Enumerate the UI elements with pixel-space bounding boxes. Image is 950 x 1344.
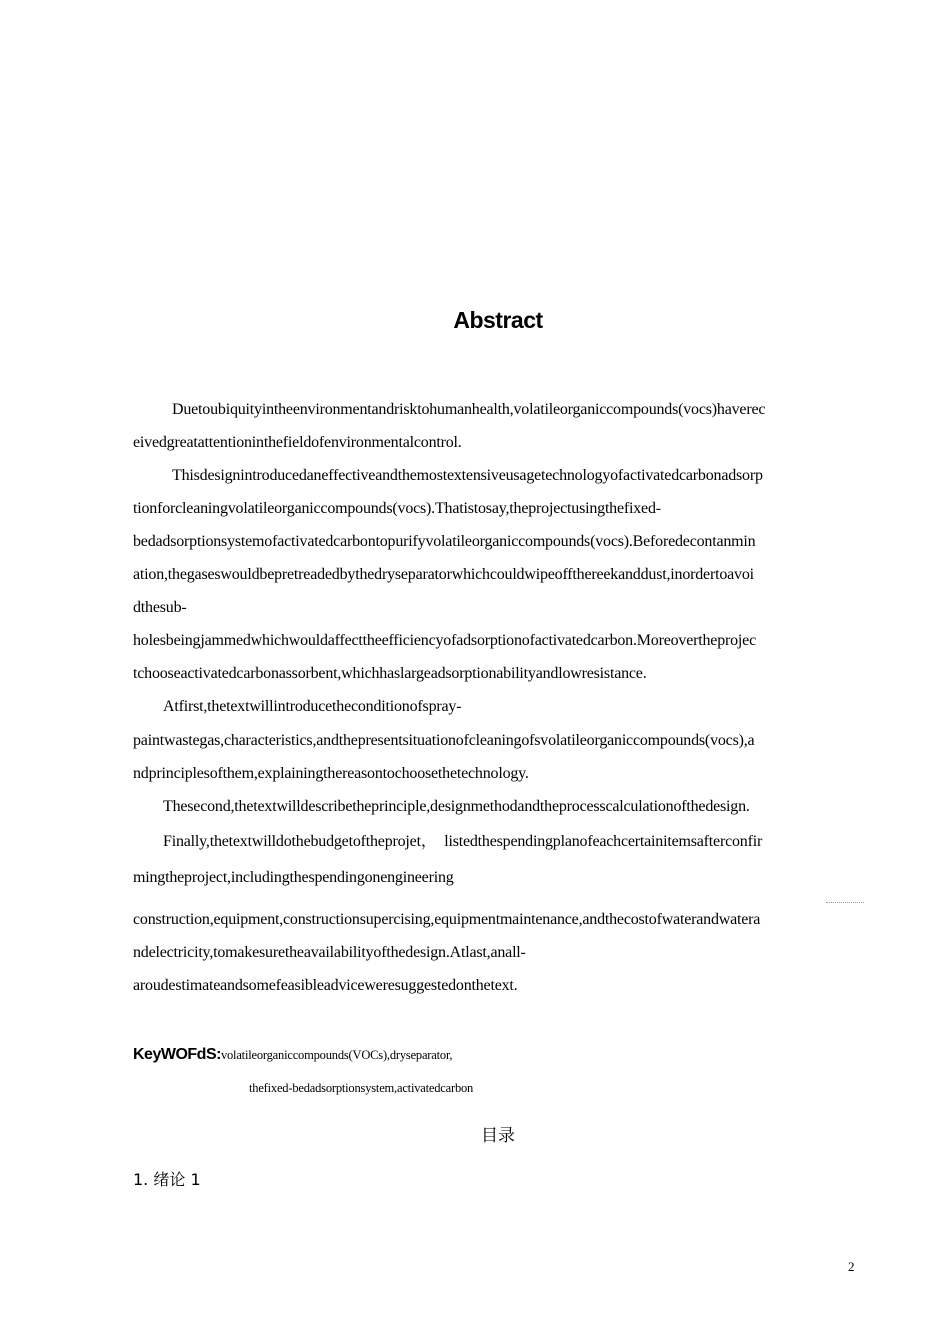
keywords-text: volatileorganiccompounds(VOCs),dryseparator, bbox=[220, 1048, 453, 1062]
abstract-line: Thesecond,thetextwilldescribetheprinciple,designmethodandtheprocesscalculationofthedesign. bbox=[163, 798, 750, 815]
abstract-line: paintwastegas,characteristics,andthepresentsituationofcleaningofsvolatileorganiccompounds(vocs),a bbox=[133, 732, 755, 749]
toc-item: 1. 绪论 1 bbox=[133, 1170, 201, 1189]
page-number: 2 bbox=[848, 1259, 855, 1274]
abstract-line: eivedgreatattentioninthefieldofenvironmentalcontrol. bbox=[133, 434, 462, 451]
abstract-line: mingtheproject,includingthespendingonengineering bbox=[133, 869, 454, 886]
abstract-line: tchooseactivatedcarbonassorbent,whichhaslargeadsorptionabilityandlowresistance. bbox=[133, 665, 647, 682]
abstract-line: Thisdesignintroducedaneffectiveandthemostextensiveusagetechnologyofactivatedcarbonadsorp bbox=[172, 467, 763, 484]
abstract-line: Finally,thetextwilldothebudgetoftheprojet， listedthespendingplanofeachcertainitemsafterconfir bbox=[163, 833, 763, 850]
abstract-line: bedadsorptionsystemofactivatedcarbontopurifyvolatileorganiccompounds(vocs).Beforedecontanmin bbox=[133, 533, 756, 550]
abstract-line: aroudestimateandsomefeasibleadviceweresuggestedonthetext. bbox=[133, 977, 518, 994]
abstract-line: holesbeingjammedwhichwouldaffecttheefficiencyofadsorptionofactivatedcarbon.Moreovertheprojec bbox=[133, 632, 756, 649]
abstract-line: ation,thegaseswouldbepretreadedbythedryseparatorwhichcouldwipeoffthereekanddust,inordertoavoi bbox=[133, 566, 754, 583]
abstract-line: construction,equipment,constructionsupercising,equipmentmaintenance,andthecostofwaterandwatera bbox=[133, 911, 761, 928]
abstract-line: ndprinciplesofthem,explainingthereasontochoosethetechnology. bbox=[133, 765, 529, 782]
keywords-line-2 bbox=[249, 1078, 473, 1098]
abstract-line: tionforcleaningvolatileorganiccompounds(vocs).Thatistosay,theprojectusingthefixed- bbox=[133, 500, 661, 517]
abstract-line: Duetoubiquityintheenvironmentandrisktohumanhealth,volatileorganiccompounds(vocs)haverec bbox=[172, 401, 766, 418]
keywords-line bbox=[133, 1045, 452, 1065]
toc-title: 目录 bbox=[481, 1126, 515, 1146]
abstract-line: ndelectricity,tomakesuretheavailabilityofthedesign.Atlast,anall- bbox=[133, 944, 526, 961]
annotation-mark bbox=[826, 902, 864, 907]
abstract-line: Atfirst,thetextwillintroducetheconditionofspray- bbox=[163, 698, 462, 715]
abstract-line: dthesub- bbox=[133, 599, 187, 616]
keywords-label: KeyWOFdS: bbox=[133, 1046, 221, 1063]
abstract-title: Abstract bbox=[453, 307, 543, 333]
keywords-text-2: thefixed-bedadsorptionsystem,activatedcarbon bbox=[249, 1081, 474, 1095]
